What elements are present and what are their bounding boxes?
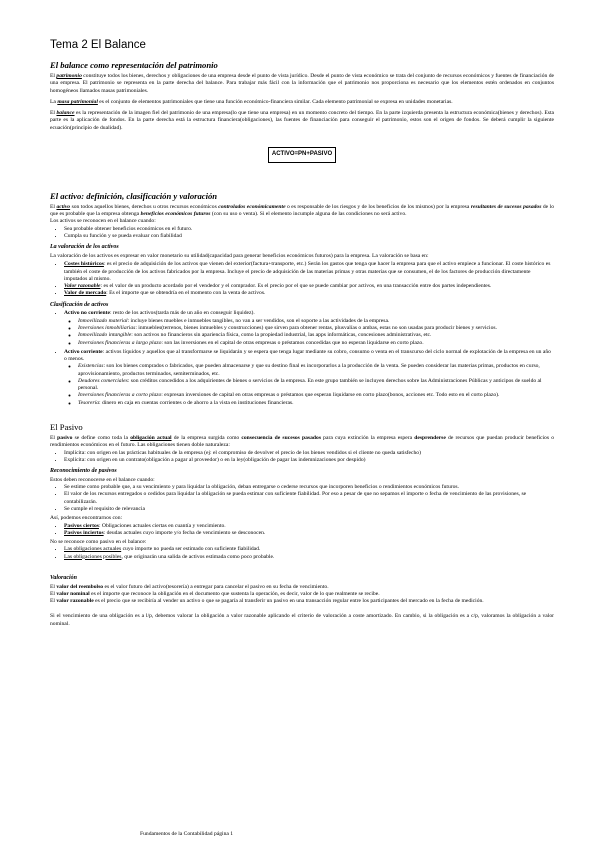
list-item: • Se estime como probable que, a su vencimiento y para liquidar la obligación, deban entregarse o cederse recursos que incorporen beneficios o rendimientos económicos futuros. [64, 484, 554, 491]
list-item: • Pasivos inciertos: deudas actuales cuyo importe y/o fecha de vencimiento se desconocen. [64, 530, 554, 537]
list-item: • Sea probable obtener beneficios económicos en el futuro. [64, 226, 554, 233]
list-item: ◦ Inmovilizado material: incluye bienes muebles e inmuebles tangibles, no van a ser vendidos, son el soporte a las actividades de la empresa. [78, 318, 554, 325]
list-clasificacion-activos [50, 310, 554, 406]
list-activo-corriente [64, 363, 554, 407]
list-item: • Valor razonable: es el valor de un producto acordado por el vendedor y el comprador. Es el precio por el que se puede cambiar por activos, en una transacción entre dos partes independientes. [64, 283, 554, 290]
equation-box: ACTIVO=PN+PASIVO [268, 147, 336, 163]
section-heading-balance: El balance como representación del patrimonio [50, 59, 218, 70]
section-heading-activo: El activo: definición, clasificación y valoración [50, 190, 218, 201]
paragraph-masa-patrimonial: La masa patrimonial es el conjunto de elementos patrimoniales que tiene una función económico-financiera similar. Cada elemento patrimonial se expresa en unidades monetarias. [50, 98, 453, 105]
subheading-reconocimiento-pasivos: Reconocimiento de pasivos [50, 468, 117, 475]
list-item: • El valor de los recursos entregados o cedidos para liquidar la obligación se pueda estimar con suficiente fiabilidad. Por eso a pesar de que no sepamos el importe o fecha de vencimiento de las provisiones, se contabilizarán. [64, 491, 554, 506]
list-item: ◦ Inmovilizado intangible: son activos no financieros sin apariencia física, como la propiedad industrial, las apps informáticas, concesiones administrativas, etc. [78, 332, 554, 339]
list-item: • Se cumple el requisito de relevancia [64, 506, 554, 513]
list-tipos-pasivos [50, 523, 554, 538]
paragraph-reconocimiento-activos: Los activos se reconocen en el balance cuando: [50, 218, 156, 225]
paragraph-pasivo: El pasivo se define como toda la obligación actual de la empresa surgida como consecuencia de sucesos pasados para cuya extinción la empresa espera desprenderse de recursos que puedan producir beneficios o rendimientos económicos en el futuro. Las obligaciones tienen doble naturaleza: [50, 435, 555, 449]
list-item: ◦ Tesorería: dinero en caja en cuentas corrientes o de ahorro a la vista en instituciones financieras. [78, 400, 554, 407]
paragraph-valoracion-lines: El valor del reembolso es el valor futuro del activo(tesorería) a entregar para cancelar el pasivo en su fecha de vencimiento. El valor nominal es el importe que reconoce la obligación en el documento que sustenta la operación, es decir, valor de lo que realmente se recibe. El valor razonable es el precio que se recibiría al vender un activo o que se pagaría al transferir un pasivo en una transacción regular entre los participantes del mercado en la fecha de medición. [50, 583, 484, 605]
subheading-valoracion-activos: La valoración de los activos [50, 244, 119, 251]
list-item: • Explícita: con origen en un contrato(obligación a pagar al proveedor) o en la ley(obligación de pagar las indemnizaciones por despido) [64, 457, 554, 464]
list-item: • Activo no corriente: resto de los activos(tarda más de un año en conseguir liquidez). ◦ Inmovilizado material: incluye bienes muebles e inmuebles tangibles, no van a ser vendidos, son el soporte a las actividades de la empresa. ◦ Inversiones inmobiliarias: inmuebles(terrenos, bienes inmuebles y construcciones) que sirven para obtener rentas, plusvalías o ambas, estas no son usadas para producir bienes y servicios. ◦ Inmovilizado intangible: son activos no financieros sin apariencia física, como la propiedad industrial, las apps informáticas, concesiones administrativas, etc. ◦ Inversiones financieras a largo plazo: son las inversiones en el capital de otras empresas o préstamos concedidas que no esperan liquidarse en corto plazo. [64, 310, 554, 346]
paragraph-no-reconoce: No se reconoce como pasivo en el balance: [50, 539, 147, 546]
list-item: ◦ Inversiones inmobiliarias: inmuebles(terrenos, bienes inmuebles y construcciones) que sirven para obtener rentas, plusvalías o ambas, estas no son usadas para producir bienes y servicios. [78, 325, 554, 332]
document-title: Tema 2 El Balance [50, 39, 146, 51]
paragraph-valoracion-activos: La valoración de los activos es expresar en valor monetario su utilidad(capacidad para generar beneficios económicos futuros) para la empresa. La valoración se basa en: [50, 253, 429, 260]
paragraph-activo: El activo son todos aquellos bienes, derechos u otros recursos económicos controlados económicamente o es responsable de los riesgos y de los beneficios de los mismos) por la empresa resultantes de sucesos pasados de lo que es probable que la empresa obtenga beneficios económicos futuros (con su uso o venta). Si el elemento incumple alguna de las condiciones no será activo. [50, 203, 554, 218]
page-footer: Fundamentos de la Contabilidad página 1 [140, 831, 234, 837]
list-reconocimiento-activos [50, 226, 554, 241]
list-item: • Implícita: con origen en las prácticas habituales de la empresa (ej: el compromiso de devolver el precio de los bienes vendidos si el cliente no queda satisfecho) [64, 450, 554, 457]
paragraph-asi: Así, podemos encontrarnos con: [50, 515, 123, 522]
list-item: ◦ Existencias: son los bienes comprados o fabricados, que pueden almacenarse y que su destino final es incorporarlos a la producción de la venta. Se pueden considerar las materias primas, productos en curso, aprovisionamiento, productos terminados, semiterminados, etc. [78, 363, 554, 378]
list-naturaleza-obligaciones [50, 450, 554, 465]
list-item: • Cumpla su función y se pueda evaluar con fiabilidad [64, 233, 554, 240]
list-item: • Las obligaciones posibles, que originarán una salida de activos estimada como poco probable. [64, 554, 554, 561]
list-item: • Pasivos ciertos: Obligaciones actuales ciertas en cuantía y vencimiento. [64, 523, 554, 530]
section-heading-pasivo: El Pasivo [50, 421, 83, 432]
equation-container [50, 147, 554, 163]
paragraph-final: Si el vencimiento de una obligación es a l/p, debemos valorar la obligación a valor razonable aplicando el criterio de valoración a coste amortizado. En cambio, si la obligación es a c/p, valoramos la obligación a valor nominal. [50, 613, 554, 627]
list-item: • Costes históricos: es el precio de adquisición de los activos que vienen del exterior(factura+transporte, etc.) Serán los gastos que tenga que hacer la empresa para que el activo empiece a funcionar. El coste histórico es también el coste de producción de los activos fabricados por la empresa. Incluye el precio de adquisición de las materias primas y otras materias que se consumen, el de los factores de producción directamente imputados al mismo. [64, 261, 554, 283]
list-reconocimiento-pasivos [50, 484, 554, 513]
list-item: ◦ Inversiones financieras a largo plazo: son las inversiones en el capital de otras empresas o préstamos concedidas que no esperan liquidarse en corto plazo. [78, 340, 554, 347]
list-item: ◦ Inversiones financieras a corto plazo: expresan inversiones de capital en otras empresas o préstamos que esperan liquidarse en corto plazo(bonos, acciones etc. Todo esto en el corto plazo). [78, 392, 554, 399]
subheading-valoracion-pasivos: Valoración [50, 574, 78, 581]
list-item: • Valor de mercado: Es el importe que se obtendría en el momento con la venta de activos. [64, 290, 554, 297]
list-valoracion-activos [50, 261, 554, 297]
list-item: • Activo corriente: activos líquidos y aquellos que al transformarse se liquidarán y se espera que tenga lugar mediante su cobro, consumo o venta en el transcurso del ciclo normal de explotación de la empresa en un año o menos. ◦ Existencias: son los bienes comprados o fabricados, que pueden almacenarse y que su destino final es incorporarlos a la producción de la venta. Se pueden considerar las materias primas, productos en curso, aprovisionamiento, productos terminados, semiterminados, etc. ◦ Deudores comerciales: son créditos concedidos a los adquirientes de bienes o servicios de la empresa. En este grupo también se incluyen derechos sobre las Administraciones Públicas y anticipos de sueldo al personal. ◦ Inversiones financieras a corto plazo: expresan inversiones de capital en otras empresas o préstamos que esperan liquidarse en corto plazo(bonos, acciones etc. Todo esto en el corto plazo). ◦ Tesorería: dinero en caja en cuentas corrientes o de ahorro a la vista en instituciones financieras. [64, 349, 554, 407]
paragraph-balance: El balance es la representación de la imagen fiel del patrimonio de una empresa(lo que tiene una empresa) en un momento concreto del tiempo. En la parte izquierda presenta la estructura económica(bienes y derechos). Esta parte es la aplicación de fondos. En la parte derecha está la estructura financiera(obligaciones), las fuentes de financiación para conseguir el patrimonio, estos son el origen de fondos. Se deberá cumplir la siguiente ecuación(principio de dualidad). [50, 110, 554, 131]
list-item: ◦ Deudores comerciales: son créditos concedidos a los adquirientes de bienes o servicios de la empresa. En este grupo también se incluyen derechos sobre las Administraciones Públicas y anticipos de sueldo al personal. [78, 378, 554, 393]
list-item: • Las obligaciones actuales cuyo importe no pueda ser estimado con suficiente fiabilidad. [64, 546, 554, 553]
paragraph-reconocimiento-pasivos: Estos deben reconocerse en el balance cuando: [50, 476, 155, 483]
subheading-clasificacion-activos: Clasificación de activos [50, 301, 109, 308]
list-activo-no-corriente [64, 318, 554, 347]
list-no-reconocidos [50, 546, 554, 561]
paragraph-patrimonio: El patrimonio constituye todos los bienes, derechos y obligaciones de una empresa desde el punto de vista jurídico. Desde el punto de vista económico se trata del conjunto de recursos económicos y fuentes de financiación de una empresa. El patrimonio se representa en la parte derecha del balance. Para trabajar más fácil con la información que el patrimonio nos proporciona es necesario que los elementos estén ordenados en conjuntos homogéneos llamados masas patrimoniales. [50, 73, 554, 94]
